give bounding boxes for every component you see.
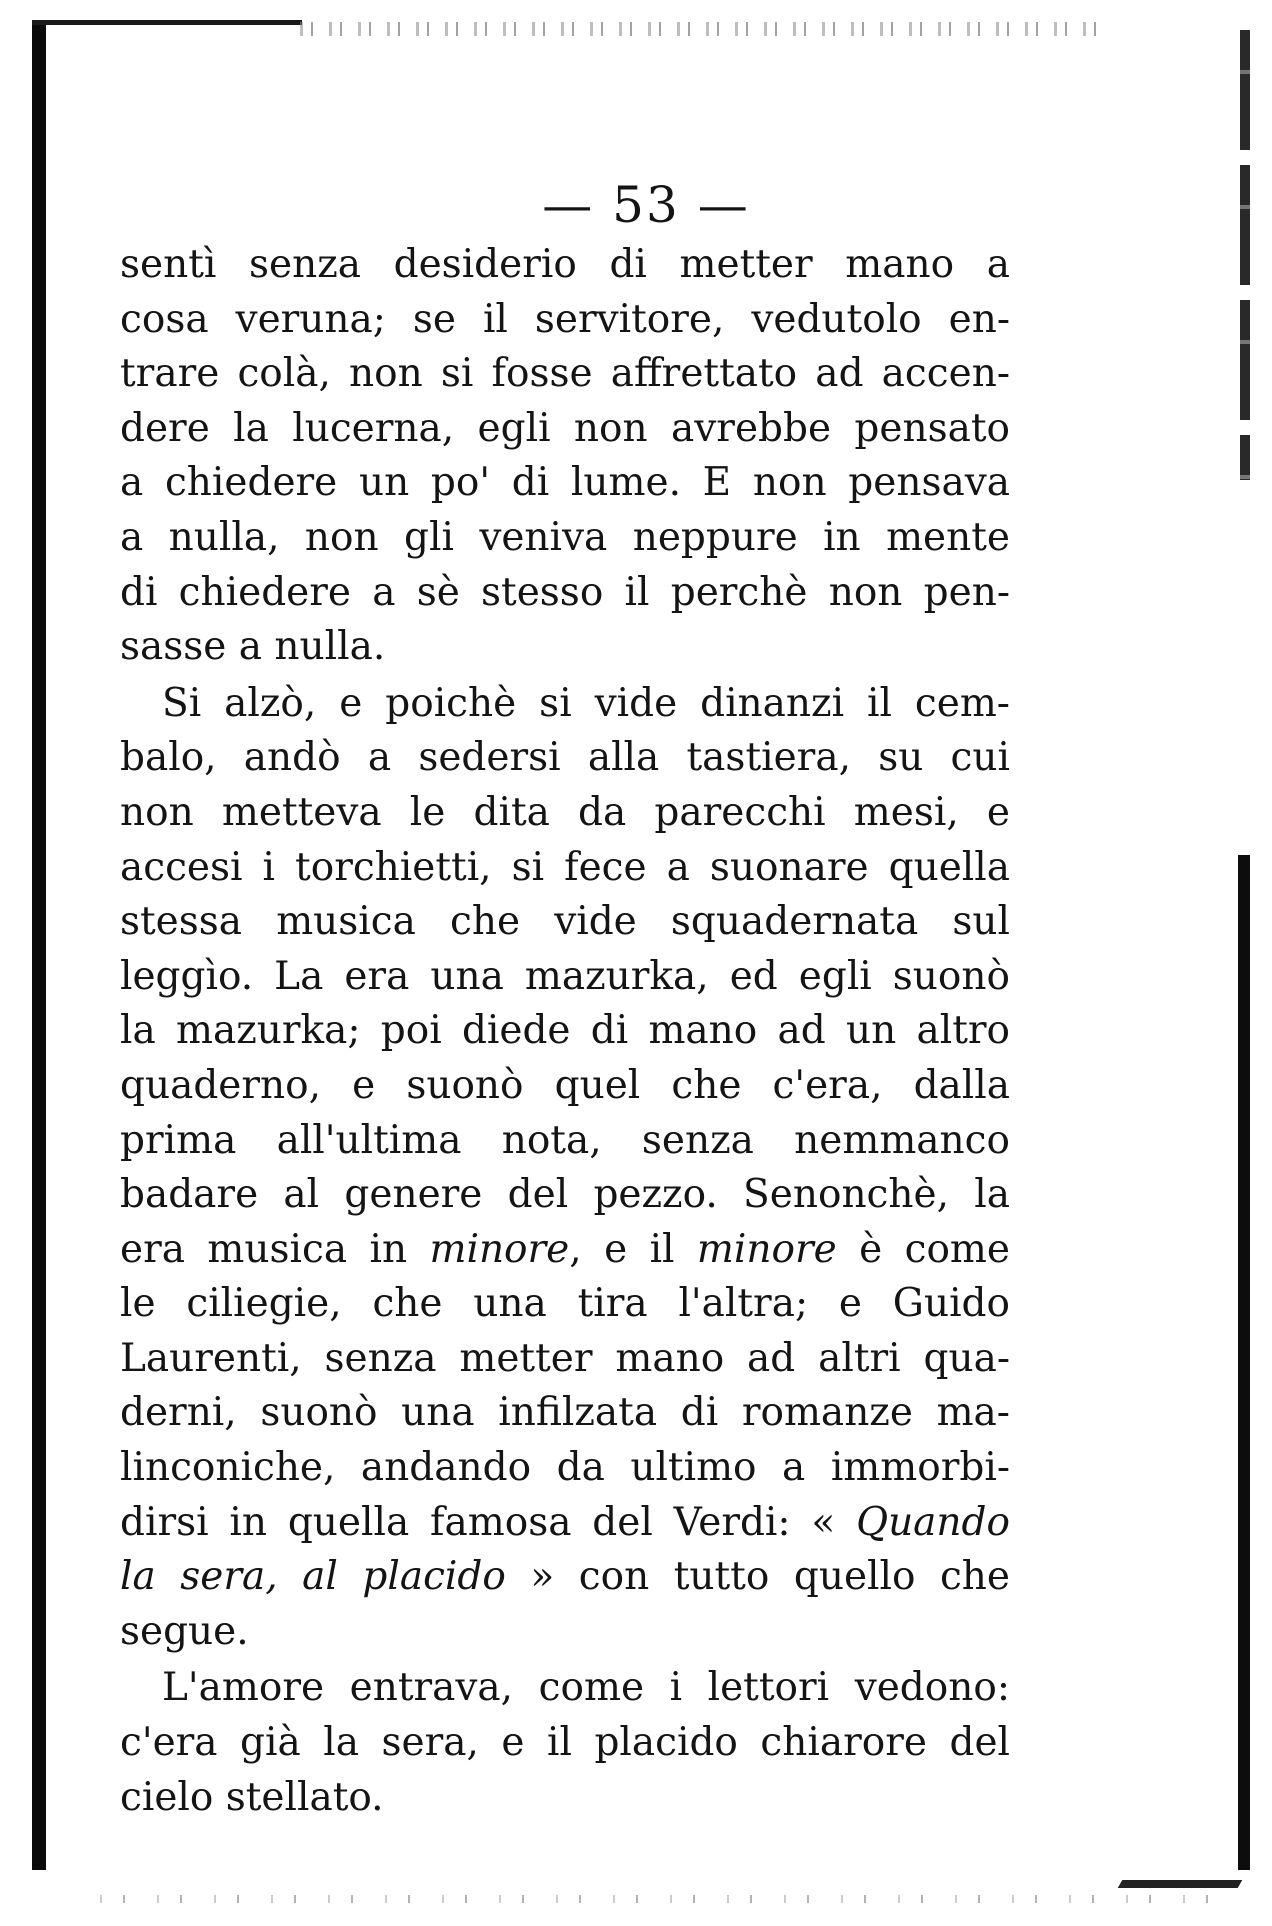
text-line xyxy=(120,786,1010,841)
text-run: quaderno, e suonò quel che c'era, dalla xyxy=(120,1062,1010,1108)
text-line xyxy=(120,841,1010,896)
text-run: » con tutto quello che xyxy=(505,1554,1011,1600)
text-line xyxy=(120,1277,1010,1332)
text-line xyxy=(120,620,1010,675)
page-number: — 53 — xyxy=(542,176,750,234)
text-line xyxy=(120,731,1010,786)
text-line xyxy=(120,1716,1010,1771)
scan-noise-top xyxy=(300,22,1100,36)
text-run: a chiedere un po' di lume. E non pensava xyxy=(120,460,1010,506)
text-line xyxy=(120,1059,1010,1114)
text-run: , e il xyxy=(569,1226,697,1272)
paragraph xyxy=(120,238,1010,675)
text-run: Laurenti, senza metter mano ad altri qua- xyxy=(120,1335,1010,1381)
scan-border-right-upper xyxy=(1240,30,1250,480)
text-run: sentì senza desiderio di metter mano a xyxy=(120,242,1010,287)
text-run: dirsi in quella famosa del Verdi: « xyxy=(120,1499,857,1545)
text-run: L'amore entrava, come i lettori vedono: xyxy=(162,1665,1010,1711)
italic-text-run: minore xyxy=(696,1226,837,1272)
text-run: stessa musica che vide squadernata sul xyxy=(120,899,1010,945)
text-run: c'era già la sera, e il placido chiarore del xyxy=(120,1720,1010,1766)
text-run: sasse a nulla. xyxy=(120,624,386,670)
text-line xyxy=(120,1661,1010,1716)
text-run: a nulla, non gli veniva neppure in mente xyxy=(120,514,1010,560)
text-line xyxy=(120,511,1010,566)
body-text xyxy=(120,238,1010,1825)
text-run: prima all'ultima nota, senza nemmanco xyxy=(120,1117,1010,1163)
text-line xyxy=(120,1605,1010,1660)
text-run: non metteva le dita da parecchi mesi, e xyxy=(120,789,1010,835)
scan-noise-bottom xyxy=(100,1895,1240,1903)
scan-border-top xyxy=(32,20,302,25)
text-run: Si alzò, e poichè si vide dinanzi il cem- xyxy=(162,680,1010,726)
paragraph xyxy=(120,1661,1010,1825)
text-run: derni, suonò una infilzata di romanze ma- xyxy=(120,1390,1010,1436)
text-line xyxy=(120,566,1010,621)
text-line xyxy=(120,1550,1010,1605)
text-line xyxy=(120,1114,1010,1169)
text-run: trare colà, non si fosse affrettato ad accen- xyxy=(120,351,1010,397)
text-line xyxy=(120,1771,1010,1826)
scan-border-right-lower xyxy=(1238,855,1250,1870)
text-run: balo, andò a sedersi alla tastiera, su cui xyxy=(120,735,1010,781)
text-run: di chiedere a sè stesso il perchè non pen- xyxy=(120,569,1010,615)
text-run: leggìo. La era una mazurka, ed egli suonò xyxy=(120,953,1010,999)
text-line xyxy=(120,895,1010,950)
text-line xyxy=(120,1004,1010,1059)
text-run: linconiche, andando da ultimo a immorbi- xyxy=(120,1445,1010,1491)
text-run: le ciliegie, che una tira l'altra; e Guido xyxy=(120,1281,1010,1327)
text-run: la mazurka; poi diede di mano ad un altro xyxy=(120,1008,1010,1054)
text-line xyxy=(120,1496,1010,1551)
text-line xyxy=(120,950,1010,1005)
text-run: badare al genere del pezzo. Senonchè, la xyxy=(120,1172,1010,1218)
text-line xyxy=(120,1386,1010,1441)
text-line xyxy=(120,1332,1010,1387)
text-run: cosa veruna; se il servitore, vedutolo en- xyxy=(120,296,1010,342)
italic-text-run: minore xyxy=(429,1226,570,1272)
text-line xyxy=(120,1441,1010,1496)
text-run: cielo stellato. xyxy=(120,1774,384,1820)
text-line xyxy=(120,1168,1010,1223)
paragraph xyxy=(120,677,1010,1660)
italic-text-run: Quando xyxy=(856,1499,1010,1545)
text-run: accesi i torchietti, si fece a suonare quella xyxy=(120,844,1010,890)
text-run: era musica in xyxy=(120,1226,430,1272)
text-run: segue. xyxy=(120,1608,249,1654)
scan-mark-bottom-right xyxy=(1118,1880,1243,1888)
text-run: è come xyxy=(836,1226,1010,1272)
text-line xyxy=(120,677,1010,732)
italic-text-run: la sera, al placido xyxy=(120,1554,506,1600)
text-line xyxy=(120,238,1010,293)
text-line xyxy=(120,1223,1010,1278)
binding-edge xyxy=(32,20,46,1870)
text-run: dere la lucerna, egli non avrebbe pensato xyxy=(120,405,1010,451)
text-line xyxy=(120,456,1010,511)
text-line xyxy=(120,402,1010,457)
text-line xyxy=(120,347,1010,402)
text-line xyxy=(120,293,1010,348)
